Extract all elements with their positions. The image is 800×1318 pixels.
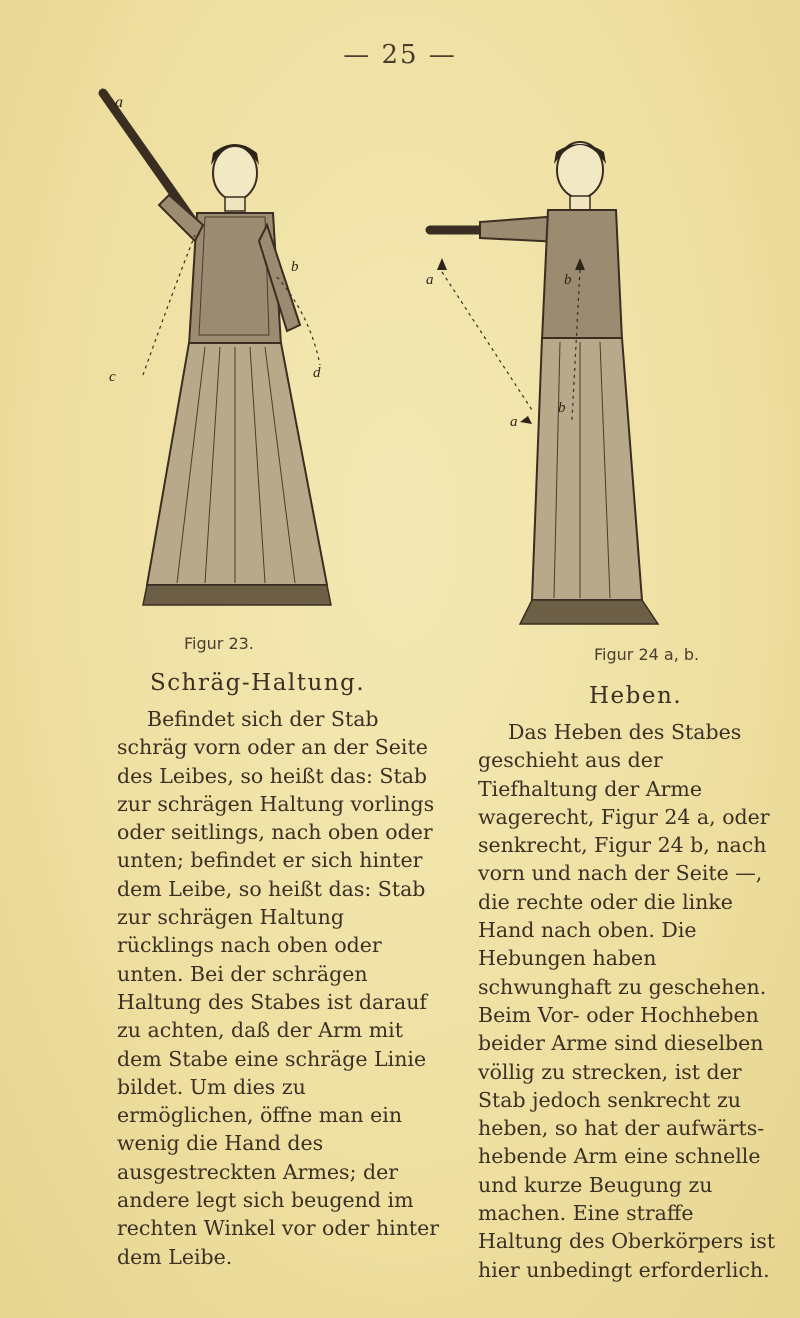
label-a: a [426,272,434,288]
label-b-low: b [558,400,566,416]
label-d: d [313,365,321,381]
label-b: b [291,259,299,275]
right-column-paragraph: Das Heben des Stabes geschieht aus der Tiefhaltung der Arme wagerecht, Figur 24 a, oder senkrecht, Figur 24 b, nach vorn und nach der Seite —, die rechte oder die linke Hand nach oben. Die Hebungen haben schwunghaft zu geschehen. Beim Vor- oder Hochheben beider Arme sind dieselben völlig zu strecken, ist der Stab jedoch senkrecht zu heben, so hat der aufwärts-hebende Arm eine schnelle und kurze Beugung zu machen. Eine straffe Haltung des Oberkörpers ist hier unbedingt erforderlich. [478,720,776,1282]
label-a-top: a [115,94,123,111]
right-column-title: Heben. [589,683,683,709]
left-column-paragraph: Befindet sich der Stab schräg vorn oder an der Seite des Leibes, so heißt das: Stab zur schrägen Haltung vorlings oder seitlings, nach oben oder unten; befindet er sich hinter dem Leibe, so heißt das: Stab zur schrägen Haltung rücklings nach oben oder unten. Bei der schrägen Haltung des Stabes ist darauf zu achten, daß der Arm mit dem Stabe eine schräge Linie bildet. Um dies zu ermöglichen, öffne man ein wenig die Hand des ausgestreckten Armes; der andere legt sich beugend im rechten Winkel vor oder hinter dem Leibe. [117,707,440,1269]
right-column-text [478,718,778,1284]
label-b: b [564,272,572,288]
left-column-text [117,705,442,1271]
figure-23-caption: Figur 23. [184,634,254,653]
figure-23-illustration [95,85,345,625]
label-a-low: a [510,414,518,430]
left-column-title: Schräg-Haltung. [150,670,366,696]
figure-24-caption: Figur 24 a, b. [594,645,700,664]
figure-24-illustration [420,120,680,640]
page-number: — 25 — [343,40,457,70]
label-c: c [109,369,116,385]
